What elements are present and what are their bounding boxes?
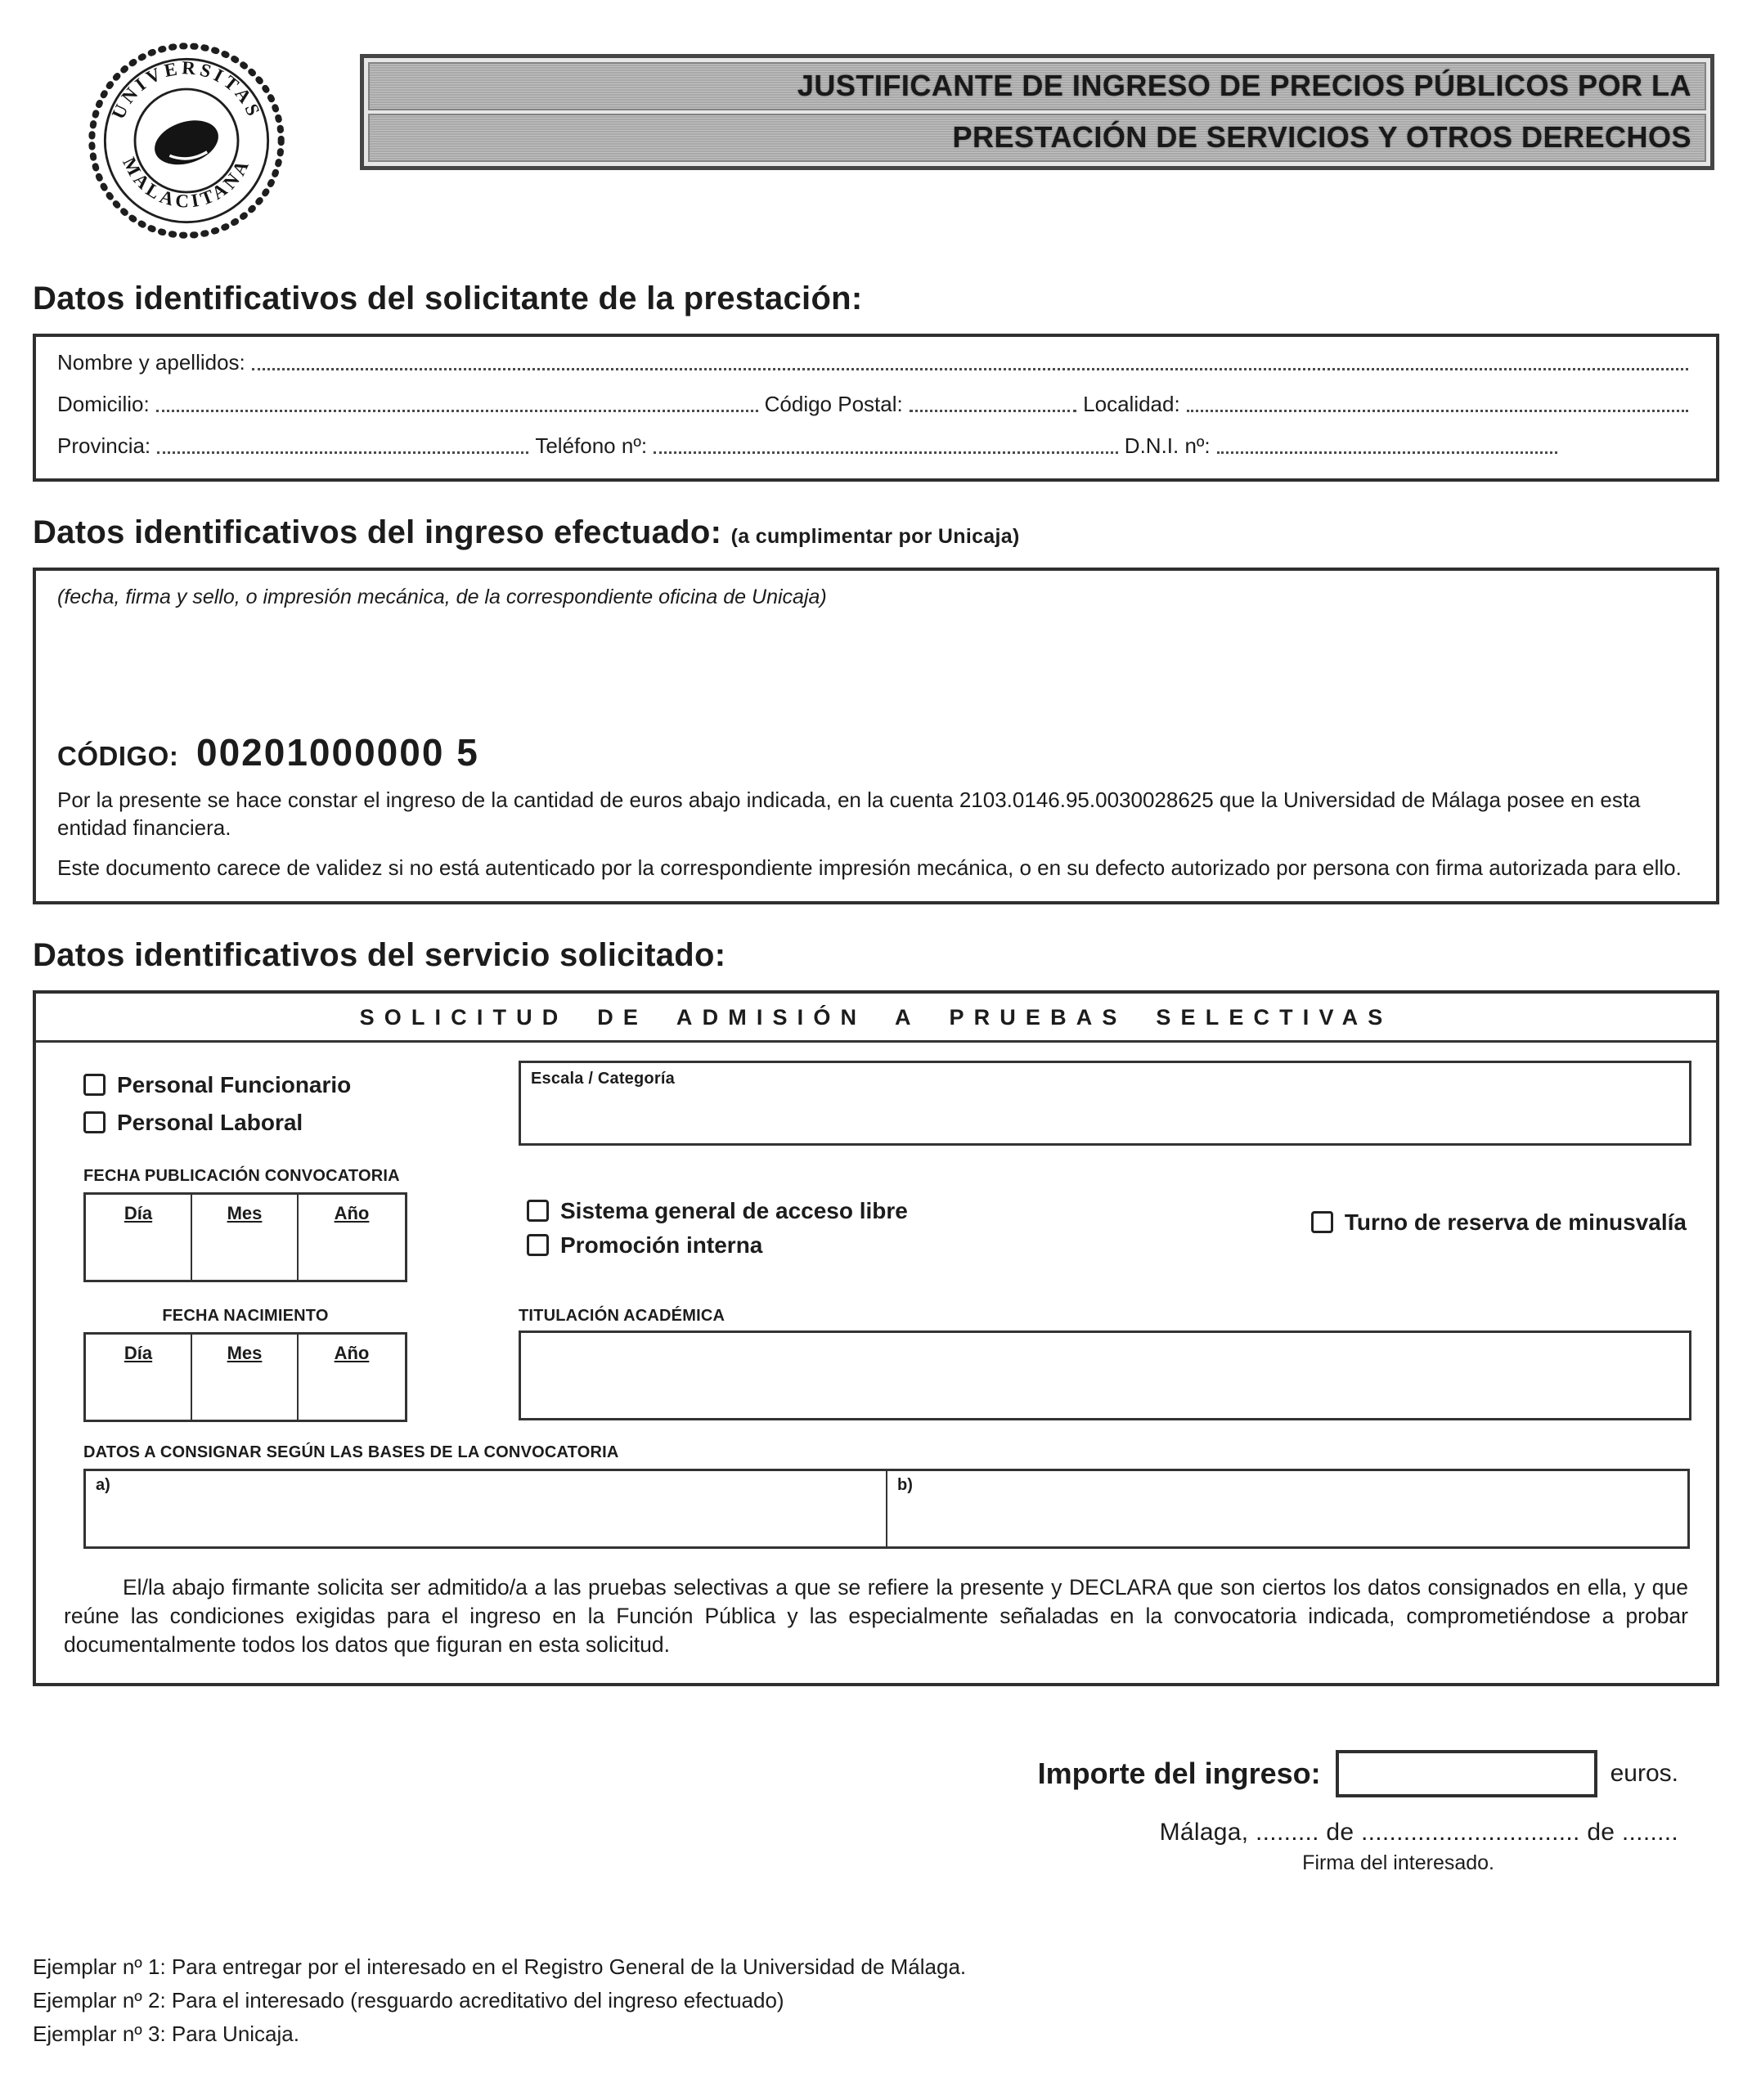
personal-funcionario-label: Personal Funcionario: [117, 1071, 352, 1097]
service-row-datos: [61, 1443, 1691, 1549]
nombre-input-line[interactable]: [252, 368, 1688, 370]
service-box: [33, 990, 1719, 1686]
datos-a-input[interactable]: [86, 1471, 887, 1546]
document-title-line1: JUSTIFICANTE DE INGRESO DE PRECIOS PÚBLICOS POR LA: [368, 62, 1706, 110]
checkbox-promocion-interna[interactable]: [527, 1234, 549, 1256]
payment-paragraph-1: Por la presente se hace constar el ingreso de la cantidad de euros abajo indicada, en la cuenta 2103.0146.95.0030028625 que la Universidad de Málaga posee en esta entidad financiera.: [57, 788, 1641, 841]
titulacion-label: TITULACIÓN ACADÉMICA: [519, 1306, 726, 1325]
importe-label: Importe del ingreso:: [1037, 1756, 1321, 1790]
publicacion-dia-input[interactable]: [86, 1227, 192, 1280]
ejemplar-1: Ejemplar nº 1: Para entregar por el interesado en el Registro General de la Universidad de Málaga.: [33, 1954, 967, 1979]
datos-consignar-label: DATOS A CONSIGNAR SEGÚN LAS BASES DE LA CONVOCATORIA: [83, 1443, 619, 1461]
codigo-postal-input-line[interactable]: [910, 410, 1076, 412]
publicacion-mes-input[interactable]: [192, 1227, 299, 1280]
university-seal-logo: [33, 38, 360, 248]
university-seal-icon: [83, 38, 290, 244]
euros-label: euros.: [1610, 1759, 1678, 1787]
dni-label: D.N.I. nº:: [1124, 433, 1211, 458]
acceso-libre-row: [527, 1198, 908, 1224]
ejemplar-2: Ejemplar nº 2: Para el interesado (resguardo acreditativo del ingreso efectuado): [33, 1987, 784, 2012]
telefono-input-line[interactable]: [654, 451, 1118, 454]
telefono-label: Teléfono nº:: [535, 433, 648, 458]
datos-a-label: a): [96, 1475, 110, 1494]
datos-b-input[interactable]: [887, 1471, 1687, 1546]
localidad-label: Localidad:: [1083, 392, 1180, 416]
escala-categoria-label: Escala / Categoría: [531, 1069, 675, 1088]
field-row-nombre: [57, 350, 1695, 377]
nacimiento-mes-input[interactable]: [192, 1367, 299, 1420]
personal-laboral-row: [83, 1110, 519, 1136]
firma-label: Firma del interesado.: [1302, 1851, 1494, 1874]
applicant-section-heading: Datos identificativos del solicitante de la prestación:: [33, 280, 863, 316]
fecha-line: Málaga, ......... de ............................... de ........: [1159, 1818, 1678, 1846]
importe-input[interactable]: [1336, 1750, 1597, 1797]
amount-section: [33, 1750, 1719, 1875]
mes-header: Mes: [192, 1335, 299, 1367]
codigo-row: [57, 730, 1695, 774]
localidad-input-line[interactable]: [1187, 410, 1688, 412]
domicilio-input-line[interactable]: [156, 410, 758, 412]
page-header: [33, 38, 1719, 248]
stamp-area: [57, 609, 1695, 730]
dni-input-line[interactable]: [1217, 451, 1557, 454]
minusvalia-label: Turno de reserva de minusvalía: [1344, 1209, 1687, 1235]
datos-b-label: b): [897, 1475, 913, 1494]
minusvalia-row: [1311, 1209, 1687, 1236]
promocion-interna-row: [527, 1232, 908, 1259]
stamp-note: (fecha, firma y sello, o impresión mecánica, de la correspondiente oficina de Unicaja): [57, 586, 827, 608]
nacimiento-dia-input[interactable]: [86, 1367, 192, 1420]
nombre-label: Nombre y apellidos:: [57, 350, 245, 375]
provincia-label: Provincia:: [57, 433, 151, 458]
fecha-publicacion-label: FECHA PUBLICACIÓN CONVOCATORIA: [83, 1166, 400, 1185]
seal-bottom-text: MALACITANA: [119, 154, 254, 212]
checkbox-minusvalia[interactable]: [1311, 1211, 1333, 1233]
dia-header: Día: [86, 1195, 192, 1227]
fecha-nacimiento-grid: [83, 1332, 407, 1422]
datos-consignar-box: [83, 1469, 1690, 1549]
payment-paragraph-2: Este documento carece de validez si no está autenticado por la correspondiente impresión mecánica, o en su defecto autorizado por persona con firma autorizada para ello.: [57, 855, 1682, 880]
servicio-section-heading: Datos identificativos del servicio solicitado:: [33, 936, 726, 973]
ingreso-heading-text: Datos identificativos del ingreso efectuado:: [33, 514, 722, 550]
service-row-top: [61, 1061, 1691, 1146]
dia-header: Día: [86, 1335, 192, 1367]
acceso-libre-label: Sistema general de acceso libre: [560, 1197, 908, 1223]
ano-header: Año: [334, 1342, 370, 1363]
mes-header: Mes: [192, 1195, 299, 1227]
declaration-paragraph: El/la abajo firmante solicita ser admitido/a a las pruebas selectivas a que se refiere la presente y DECLARA que son ciertos los datos consignados en ella, y que reúne las condiciones exigidas para el ingreso en la Función Pública y las especialmente señaladas en la convocatoria indicada, comprometiéndose a probar documentalmente todos los datos que figuran en esta solicitud.: [64, 1574, 1688, 1658]
checkbox-personal-funcionario[interactable]: [83, 1074, 106, 1096]
ingreso-section-heading: [33, 514, 1719, 551]
fecha-publicacion-grid: [83, 1192, 407, 1282]
checkbox-acceso-libre[interactable]: [527, 1200, 549, 1222]
checkbox-personal-laboral[interactable]: [83, 1111, 106, 1133]
nacimiento-ano-input[interactable]: [299, 1367, 405, 1420]
service-row-birth: [61, 1307, 1691, 1422]
ingreso-heading-note: (a cumplimentar por Unicaja): [730, 525, 1020, 548]
document-title-box: [360, 54, 1714, 170]
personal-laboral-label: Personal Laboral: [117, 1109, 303, 1135]
publicacion-ano-input[interactable]: [299, 1227, 405, 1280]
service-subtitle: SOLICITUD DE ADMISIÓN A PRUEBAS SELECTIVAS: [36, 994, 1716, 1043]
payment-box: [33, 568, 1719, 904]
ano-header: Año: [334, 1202, 370, 1223]
promocion-interna-label: Promoción interna: [560, 1232, 763, 1258]
codigo-value: 00201000000 5: [196, 731, 479, 774]
escala-categoria-input[interactable]: [519, 1061, 1691, 1146]
service-row-middle: [61, 1167, 1691, 1282]
personal-funcionario-row: [83, 1072, 519, 1098]
codigo-label: CÓDIGO:: [57, 741, 179, 771]
copies-footer: [33, 1950, 1719, 2051]
importe-row: [33, 1750, 1678, 1797]
field-row-domicilio: [57, 392, 1695, 419]
codigo-postal-label: Código Postal:: [764, 392, 903, 416]
fecha-nacimiento-label: FECHA NACIMIENTO: [162, 1306, 329, 1325]
document-title-line2: PRESTACIÓN DE SERVICIOS Y OTROS DERECHOS: [368, 114, 1706, 162]
field-row-provincia: [57, 433, 1695, 460]
seal-top-text: UNIVERSITAS: [107, 57, 266, 123]
ejemplar-3: Ejemplar nº 3: Para Unicaja.: [33, 2021, 299, 2046]
domicilio-label: Domicilio:: [57, 392, 150, 416]
titulacion-input[interactable]: [519, 1330, 1691, 1420]
provincia-input-line[interactable]: [157, 451, 528, 454]
applicant-fields-box: [33, 334, 1719, 482]
